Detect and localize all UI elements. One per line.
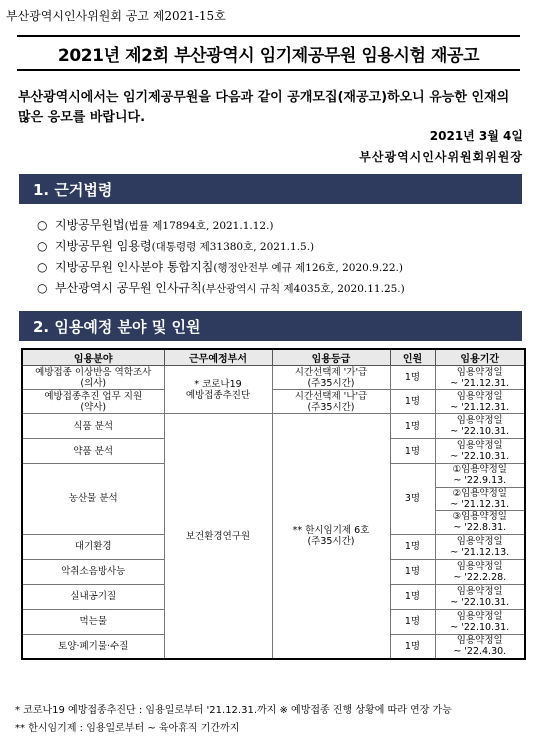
period-cell: ②임용약정일 ~ '21.12.31. — [435, 487, 525, 511]
section-1-heading: 1. 근거법령 — [19, 174, 522, 204]
circle-bullet-icon: ○ — [37, 260, 48, 274]
footnote-2: ** 한시임기제 : 임용일로부터 ~ 육아휴직 기간까지 — [15, 723, 240, 734]
field-cell: 예방접종 이상반응 역학조사 (의사) — [22, 366, 164, 390]
positions-table — [21, 348, 526, 660]
column-header-dept: 근무예정부서 — [164, 349, 272, 366]
page-title: 2021년 제2회 부산광역시 임기제공무원 임용시험 재공고 — [57, 45, 480, 66]
section-2-heading: 2. 임용예정 분야 및 인원 — [19, 311, 522, 341]
law-item — [37, 257, 405, 278]
count-cell: 1명 — [390, 634, 435, 659]
count-cell: 1명 — [390, 439, 435, 464]
count-cell: 1명 — [390, 559, 435, 584]
grade-cell: 시간선택제 '가'급 (주35시간) — [272, 366, 390, 390]
law-title: 지방공무원법 — [55, 218, 125, 232]
count-cell: 1명 — [390, 534, 435, 559]
law-title: 지방공무원 임용령 — [55, 239, 152, 253]
period-cell: 임용약정일 ~ '22.2.28. — [435, 559, 525, 584]
column-header-period: 임용기간 — [435, 349, 525, 366]
table-row — [22, 414, 525, 439]
law-item — [37, 215, 405, 236]
period-cell: 임용약정일 ~ '21.12.13. — [435, 534, 525, 559]
count-cell: 1명 — [390, 584, 435, 609]
law-note: (대통령령 제31380호, 2021.1.5.) — [151, 241, 315, 253]
column-header-count: 인원 — [390, 349, 435, 366]
circle-bullet-icon: ○ — [37, 281, 48, 295]
table-row — [22, 366, 525, 390]
field-cell: 식품 분석 — [22, 414, 164, 439]
issuer: 부산광역시인사위원회위원장 — [359, 150, 523, 164]
law-item — [37, 278, 405, 299]
notice-number: 부산광역시인사위원회 공고 제2021-15호 — [6, 9, 226, 23]
footnote-1: * 코로나19 예방접종추진단 : 임용일로부터 '21.12.31.까지 ※ 예방접종 진행 상황에 따라 연장 가능 — [15, 705, 452, 716]
period-cell: 임용약정일 ~ '21.12.31. — [435, 366, 525, 390]
law-note: (부산광역시 규칙 제4035호, 2020.11.25.) — [201, 283, 405, 295]
law-note: (법률 제17894호, 2021.1.12.) — [124, 220, 274, 232]
period-cell: 임용약정일 ~ '22.4.30. — [435, 634, 525, 659]
count-cell: 3명 — [390, 464, 435, 535]
title-box — [17, 35, 520, 71]
intro-paragraph: 부산광역시에서는 임기제공무원을 다음과 같이 공개모집(재공고)하오니 유능한 인재의 많은 응모를 바랍니다. — [18, 90, 510, 125]
count-cell: 1명 — [390, 609, 435, 634]
field-cell: 먹는물 — [22, 609, 164, 634]
grade-cell: 시간선택제 '나'급 (주35시간) — [272, 390, 390, 414]
field-cell: 예방접종추진 업무 지원 (약사) — [22, 390, 164, 414]
period-cell: ①임용약정일 ~ '22.9.13. — [435, 464, 525, 488]
law-title: 지방공무원 인사분야 통합지침 — [55, 260, 214, 274]
law-list — [37, 215, 405, 299]
field-cell: 실내공기질 — [22, 584, 164, 609]
law-title: 부산광역시 공무원 인사규칙 — [55, 281, 202, 295]
period-cell: 임용약정일 ~ '22.10.31. — [435, 414, 525, 439]
count-cell: 1명 — [390, 390, 435, 414]
circle-bullet-icon: ○ — [37, 218, 48, 232]
table-row — [22, 390, 525, 414]
field-cell: 악취소음방사능 — [22, 559, 164, 584]
column-header-field: 임용분야 — [22, 349, 164, 366]
circle-bullet-icon: ○ — [37, 239, 48, 253]
field-cell: 토양·폐기물·수질 — [22, 634, 164, 659]
period-cell: 임용약정일 ~ '21.12.31. — [435, 390, 525, 414]
notice-date: 2021년 3월 4일 — [429, 129, 523, 143]
law-item — [37, 236, 405, 257]
period-cell: ③임용약정일 ~ '22.8.31. — [435, 511, 525, 535]
count-cell: 1명 — [390, 366, 435, 390]
grade-cell: ** 한시임기제 6호 (주35시간) — [272, 414, 390, 660]
period-cell: 임용약정일 ~ '22.10.31. — [435, 439, 525, 464]
field-cell: 약품 분석 — [22, 439, 164, 464]
dept-cell: 보건환경연구원 — [164, 414, 272, 660]
law-note: (행정안전부 예규 제126호, 2020.9.22.) — [213, 262, 403, 274]
field-cell: 대기환경 — [22, 534, 164, 559]
field-cell: 농산물 분석 — [22, 464, 164, 535]
period-cell: 임용약정일 ~ '22.10.31. — [435, 584, 525, 609]
dept-cell: * 코로나19 예방접종추진단 — [164, 366, 272, 414]
count-cell: 1명 — [390, 414, 435, 439]
period-cell: 임용약정일 ~ '22.10.31. — [435, 609, 525, 634]
column-header-grade: 임용등급 — [272, 349, 390, 366]
